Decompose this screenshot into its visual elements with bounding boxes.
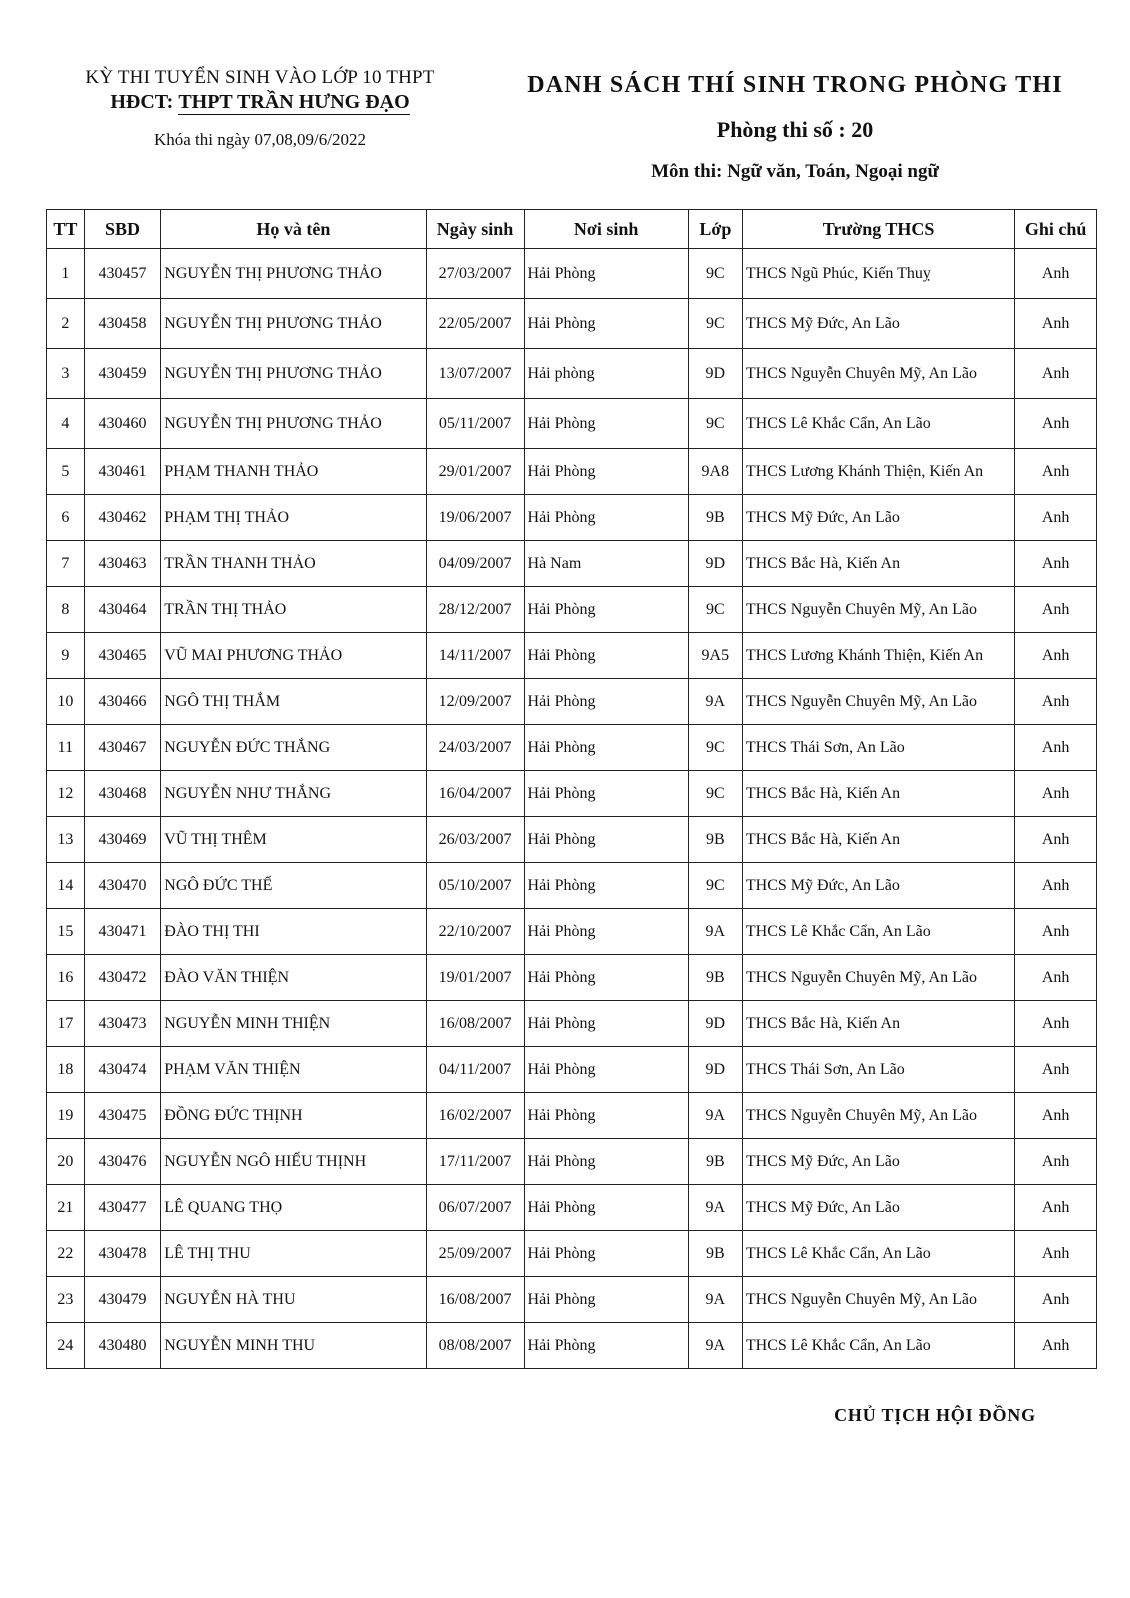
cell-tt: 18 xyxy=(47,1047,85,1093)
cell-dob: 25/09/2007 xyxy=(426,1231,524,1277)
table-row xyxy=(47,1231,1097,1277)
cell-school: THCS Mỹ Đức, An Lão xyxy=(742,863,1014,909)
cell-pob: Hải Phòng xyxy=(524,299,688,349)
table-row xyxy=(47,349,1097,399)
cell-pob: Hải Phòng xyxy=(524,679,688,725)
document-title: DANH SÁCH THÍ SINH TRONG PHÒNG THI xyxy=(527,72,1063,98)
cell-school: THCS Nguyễn Chuyên Mỹ, An Lão xyxy=(742,349,1014,399)
cell-class: 9C xyxy=(688,725,742,771)
cell-note: Anh xyxy=(1015,1277,1097,1323)
cell-sbd: 430477 xyxy=(84,1185,161,1231)
cell-pob: Hải Phòng xyxy=(524,1323,688,1369)
cell-dob: 05/10/2007 xyxy=(426,863,524,909)
cell-school: THCS Bắc Hà, Kiến An xyxy=(742,771,1014,817)
cell-dob: 14/11/2007 xyxy=(426,633,524,679)
cell-school: THCS Mỹ Đức, An Lão xyxy=(742,1185,1014,1231)
cell-dob: 16/08/2007 xyxy=(426,1277,524,1323)
cell-sbd: 430468 xyxy=(84,771,161,817)
cell-note: Anh xyxy=(1015,863,1097,909)
cell-name: NGUYỄN THỊ PHƯƠNG THẢO xyxy=(161,249,426,299)
header-right xyxy=(500,70,1090,184)
table-row xyxy=(47,1001,1097,1047)
cell-school: THCS Mỹ Đức, An Lão xyxy=(742,1139,1014,1185)
cell-note: Anh xyxy=(1015,1185,1097,1231)
cell-name: NGUYỄN MINH THU xyxy=(161,1323,426,1369)
cell-tt: 1 xyxy=(47,249,85,299)
cell-note: Anh xyxy=(1015,1001,1097,1047)
cell-school: THCS Lê Khắc Cẩn, An Lão xyxy=(742,909,1014,955)
cell-class: 9D xyxy=(688,1001,742,1047)
col-header-class: Lớp xyxy=(688,210,742,249)
cell-dob: 24/03/2007 xyxy=(426,725,524,771)
cell-tt: 19 xyxy=(47,1093,85,1139)
cell-name: NGUYỄN THỊ PHƯƠNG THẢO xyxy=(161,299,426,349)
cell-sbd: 430475 xyxy=(84,1093,161,1139)
table-row xyxy=(47,587,1097,633)
table-row xyxy=(47,679,1097,725)
cell-name: NGUYỄN THỊ PHƯƠNG THẢO xyxy=(161,349,426,399)
cell-school: THCS Lê Khắc Cẩn, An Lão xyxy=(742,1231,1014,1277)
cell-school: THCS Nguyễn Chuyên Mỹ, An Lão xyxy=(742,955,1014,1001)
cell-class: 9A xyxy=(688,1093,742,1139)
cell-dob: 13/07/2007 xyxy=(426,349,524,399)
cell-name: ĐÀO THỊ THI xyxy=(161,909,426,955)
cell-school: THCS Bắc Hà, Kiến An xyxy=(742,1001,1014,1047)
cell-note: Anh xyxy=(1015,679,1097,725)
cell-name: NGÔ THỊ THẮM xyxy=(161,679,426,725)
cell-name: ĐÀO VĂN THIỆN xyxy=(161,955,426,1001)
cell-dob: 28/12/2007 xyxy=(426,587,524,633)
cell-name: LÊ THỊ THU xyxy=(161,1231,426,1277)
cell-tt: 8 xyxy=(47,587,85,633)
cell-sbd: 430459 xyxy=(84,349,161,399)
candidate-table xyxy=(46,209,1097,1369)
cell-pob: Hải Phòng xyxy=(524,587,688,633)
table-body xyxy=(47,249,1097,1369)
cell-school: THCS Nguyễn Chuyên Mỹ, An Lão xyxy=(742,1277,1014,1323)
col-header-note: Ghi chú xyxy=(1015,210,1097,249)
cell-note: Anh xyxy=(1015,1093,1097,1139)
cell-school: THCS Nguyễn Chuyên Mỹ, An Lão xyxy=(742,679,1014,725)
cell-sbd: 430458 xyxy=(84,299,161,349)
cell-name: PHẠM VĂN THIỆN xyxy=(161,1047,426,1093)
cell-school: THCS Thái Sơn, An Lão xyxy=(742,725,1014,771)
cell-dob: 04/11/2007 xyxy=(426,1047,524,1093)
cell-tt: 15 xyxy=(47,909,85,955)
cell-class: 9A xyxy=(688,679,742,725)
cell-name: NGUYỄN THỊ PHƯƠNG THẢO xyxy=(161,399,426,449)
cell-dob: 04/09/2007 xyxy=(426,541,524,587)
col-header-dob: Ngày sinh xyxy=(426,210,524,249)
cell-school: THCS Bắc Hà, Kiến An xyxy=(742,541,1014,587)
cell-pob: Hải Phòng xyxy=(524,725,688,771)
cell-pob: Hải Phòng xyxy=(524,633,688,679)
cell-sbd: 430467 xyxy=(84,725,161,771)
table-row xyxy=(47,955,1097,1001)
table-row xyxy=(47,1093,1097,1139)
cell-pob: Hải Phòng xyxy=(524,449,688,495)
cell-tt: 22 xyxy=(47,1231,85,1277)
cell-tt: 14 xyxy=(47,863,85,909)
cell-tt: 11 xyxy=(47,725,85,771)
cell-class: 9D xyxy=(688,349,742,399)
cell-school: THCS Ngũ Phúc, Kiến Thuỵ xyxy=(742,249,1014,299)
table-row xyxy=(47,1139,1097,1185)
cell-sbd: 430466 xyxy=(84,679,161,725)
cell-tt: 7 xyxy=(47,541,85,587)
cell-sbd: 430457 xyxy=(84,249,161,299)
cell-tt: 3 xyxy=(47,349,85,399)
cell-tt: 17 xyxy=(47,1001,85,1047)
table-row xyxy=(47,1185,1097,1231)
cell-name: VŨ MAI PHƯƠNG THẢO xyxy=(161,633,426,679)
cell-pob: Hải Phòng xyxy=(524,909,688,955)
table-row xyxy=(47,817,1097,863)
cell-note: Anh xyxy=(1015,299,1097,349)
table-row xyxy=(47,249,1097,299)
cell-pob: Hải Phòng xyxy=(524,399,688,449)
cell-class: 9A xyxy=(688,1185,742,1231)
cell-class: 9C xyxy=(688,299,742,349)
exam-subjects: Môn thi: Ngữ văn, Toán, Ngoại ngữ xyxy=(651,161,939,182)
header-row xyxy=(47,210,1097,249)
cell-dob: 17/11/2007 xyxy=(426,1139,524,1185)
cell-school: THCS Lê Khắc Cẩn, An Lão xyxy=(742,1323,1014,1369)
table-row xyxy=(47,725,1097,771)
cell-dob: 19/06/2007 xyxy=(426,495,524,541)
cell-name: VŨ THỊ THÊM xyxy=(161,817,426,863)
cell-sbd: 430471 xyxy=(84,909,161,955)
table-row xyxy=(47,1323,1097,1369)
cell-note: Anh xyxy=(1015,1323,1097,1369)
cell-tt: 23 xyxy=(47,1277,85,1323)
exam-dates: Khóa thi ngày 07,08,09/6/2022 xyxy=(153,130,366,149)
col-header-name: Họ và tên xyxy=(161,210,426,249)
cell-class: 9B xyxy=(688,1231,742,1277)
col-header-tt: TT xyxy=(47,210,85,249)
cell-sbd: 430460 xyxy=(84,399,161,449)
cell-class: 9C xyxy=(688,863,742,909)
cell-pob: Hải phòng xyxy=(524,349,688,399)
cell-pob: Hải Phòng xyxy=(524,1185,688,1231)
col-header-pob: Nơi sinh xyxy=(524,210,688,249)
cell-tt: 10 xyxy=(47,679,85,725)
cell-note: Anh xyxy=(1015,1047,1097,1093)
cell-pob: Hải Phòng xyxy=(524,1001,688,1047)
cell-note: Anh xyxy=(1015,817,1097,863)
cell-sbd: 430476 xyxy=(84,1139,161,1185)
cell-class: 9A xyxy=(688,1323,742,1369)
cell-sbd: 430472 xyxy=(84,955,161,1001)
cell-note: Anh xyxy=(1015,1139,1097,1185)
cell-class: 9B xyxy=(688,817,742,863)
cell-note: Anh xyxy=(1015,633,1097,679)
cell-pob: Hải Phòng xyxy=(524,249,688,299)
cell-class: 9D xyxy=(688,1047,742,1093)
cell-tt: 6 xyxy=(47,495,85,541)
cell-name: PHẠM THỊ THẢO xyxy=(161,495,426,541)
cell-dob: 22/05/2007 xyxy=(426,299,524,349)
table-row xyxy=(47,541,1097,587)
cell-class: 9A8 xyxy=(688,449,742,495)
cell-pob: Hà Nam xyxy=(524,541,688,587)
cell-pob: Hải Phòng xyxy=(524,1047,688,1093)
council-prefix: HĐCT: xyxy=(110,91,179,113)
cell-note: Anh xyxy=(1015,1231,1097,1277)
cell-dob: 16/08/2007 xyxy=(426,1001,524,1047)
cell-name: LÊ QUANG THỌ xyxy=(161,1185,426,1231)
cell-class: 9B xyxy=(688,1139,742,1185)
cell-pob: Hải Phòng xyxy=(524,1093,688,1139)
cell-tt: 20 xyxy=(47,1139,85,1185)
cell-dob: 27/03/2007 xyxy=(426,249,524,299)
cell-sbd: 430474 xyxy=(84,1047,161,1093)
cell-name: NGUYỄN HÀ THU xyxy=(161,1277,426,1323)
cell-sbd: 430462 xyxy=(84,495,161,541)
council-line xyxy=(30,90,490,115)
cell-class: 9C xyxy=(688,587,742,633)
cell-dob: 19/01/2007 xyxy=(426,955,524,1001)
cell-school: THCS Lê Khắc Cẩn, An Lão xyxy=(742,399,1014,449)
cell-pob: Hải Phòng xyxy=(524,1277,688,1323)
cell-pob: Hải Phòng xyxy=(524,1231,688,1277)
signature-title: CHỦ TỊCH HỘI ĐỒNG xyxy=(834,1405,1036,1425)
cell-note: Anh xyxy=(1015,587,1097,633)
cell-dob: 08/08/2007 xyxy=(426,1323,524,1369)
cell-class: 9B xyxy=(688,495,742,541)
cell-note: Anh xyxy=(1015,541,1097,587)
cell-note: Anh xyxy=(1015,249,1097,299)
table-row xyxy=(47,863,1097,909)
cell-sbd: 430470 xyxy=(84,863,161,909)
cell-name: NGUYỄN MINH THIỆN xyxy=(161,1001,426,1047)
header-left xyxy=(30,66,490,151)
cell-dob: 05/11/2007 xyxy=(426,399,524,449)
col-header-sbd: SBD xyxy=(84,210,161,249)
cell-school: THCS Lương Khánh Thiện, Kiến An xyxy=(742,633,1014,679)
cell-pob: Hải Phòng xyxy=(524,863,688,909)
cell-tt: 16 xyxy=(47,955,85,1001)
cell-sbd: 430465 xyxy=(84,633,161,679)
cell-class: 9C xyxy=(688,771,742,817)
cell-tt: 24 xyxy=(47,1323,85,1369)
cell-name: NGUYỄN NHƯ THẮNG xyxy=(161,771,426,817)
cell-name: PHẠM THANH THẢO xyxy=(161,449,426,495)
cell-name: NGUYỄN NGÔ HIẾU THỊNH xyxy=(161,1139,426,1185)
cell-note: Anh xyxy=(1015,449,1097,495)
cell-sbd: 430473 xyxy=(84,1001,161,1047)
cell-tt: 4 xyxy=(47,399,85,449)
cell-note: Anh xyxy=(1015,771,1097,817)
cell-school: THCS Mỹ Đức, An Lão xyxy=(742,299,1014,349)
cell-dob: 16/02/2007 xyxy=(426,1093,524,1139)
table-row xyxy=(47,1277,1097,1323)
cell-tt: 21 xyxy=(47,1185,85,1231)
cell-name: TRẦN THỊ THẢO xyxy=(161,587,426,633)
cell-sbd: 430463 xyxy=(84,541,161,587)
cell-dob: 29/01/2007 xyxy=(426,449,524,495)
cell-sbd: 430479 xyxy=(84,1277,161,1323)
cell-dob: 16/04/2007 xyxy=(426,771,524,817)
cell-school: THCS Mỹ Đức, An Lão xyxy=(742,495,1014,541)
council-name: THPT TRẦN HƯNG ĐẠO xyxy=(178,91,410,113)
cell-dob: 12/09/2007 xyxy=(426,679,524,725)
cell-class: 9C xyxy=(688,249,742,299)
cell-sbd: 430478 xyxy=(84,1231,161,1277)
table-row xyxy=(47,299,1097,349)
room-number: Phòng thi số : 20 xyxy=(716,117,874,142)
cell-tt: 2 xyxy=(47,299,85,349)
cell-note: Anh xyxy=(1015,909,1097,955)
cell-name: NGÔ ĐỨC THẾ xyxy=(161,863,426,909)
cell-name: NGUYỄN ĐỨC THẮNG xyxy=(161,725,426,771)
cell-pob: Hải Phòng xyxy=(524,955,688,1001)
cell-dob: 22/10/2007 xyxy=(426,909,524,955)
cell-sbd: 430469 xyxy=(84,817,161,863)
table-row xyxy=(47,399,1097,449)
cell-class: 9A5 xyxy=(688,633,742,679)
cell-class: 9B xyxy=(688,955,742,1001)
table-row xyxy=(47,449,1097,495)
cell-name: TRẦN THANH THẢO xyxy=(161,541,426,587)
table-row xyxy=(47,1047,1097,1093)
cell-school: THCS Bắc Hà, Kiến An xyxy=(742,817,1014,863)
cell-note: Anh xyxy=(1015,725,1097,771)
cell-school: THCS Lương Khánh Thiện, Kiến An xyxy=(742,449,1014,495)
cell-tt: 12 xyxy=(47,771,85,817)
cell-sbd: 430464 xyxy=(84,587,161,633)
cell-class: 9A xyxy=(688,1277,742,1323)
cell-class: 9D xyxy=(688,541,742,587)
cell-note: Anh xyxy=(1015,495,1097,541)
exam-name: KỲ THI TUYỂN SINH VÀO LỚP 10 THPT xyxy=(85,67,435,88)
cell-sbd: 430461 xyxy=(84,449,161,495)
table-row xyxy=(47,633,1097,679)
cell-tt: 13 xyxy=(47,817,85,863)
cell-name: ĐỒNG ĐỨC THỊNH xyxy=(161,1093,426,1139)
cell-school: THCS Thái Sơn, An Lão xyxy=(742,1047,1014,1093)
cell-sbd: 430480 xyxy=(84,1323,161,1369)
cell-pob: Hải Phòng xyxy=(524,817,688,863)
cell-school: THCS Nguyễn Chuyên Mỹ, An Lão xyxy=(742,1093,1014,1139)
cell-pob: Hải Phòng xyxy=(524,495,688,541)
cell-pob: Hải Phòng xyxy=(524,771,688,817)
table-row xyxy=(47,495,1097,541)
cell-school: THCS Nguyễn Chuyên Mỹ, An Lão xyxy=(742,587,1014,633)
cell-class: 9C xyxy=(688,399,742,449)
col-header-school: Trường THCS xyxy=(742,210,1014,249)
table-row xyxy=(47,771,1097,817)
cell-dob: 06/07/2007 xyxy=(426,1185,524,1231)
table-row xyxy=(47,909,1097,955)
cell-note: Anh xyxy=(1015,955,1097,1001)
cell-tt: 9 xyxy=(47,633,85,679)
cell-dob: 26/03/2007 xyxy=(426,817,524,863)
cell-class: 9A xyxy=(688,909,742,955)
cell-pob: Hải Phòng xyxy=(524,1139,688,1185)
cell-note: Anh xyxy=(1015,399,1097,449)
cell-tt: 5 xyxy=(47,449,85,495)
cell-note: Anh xyxy=(1015,349,1097,399)
